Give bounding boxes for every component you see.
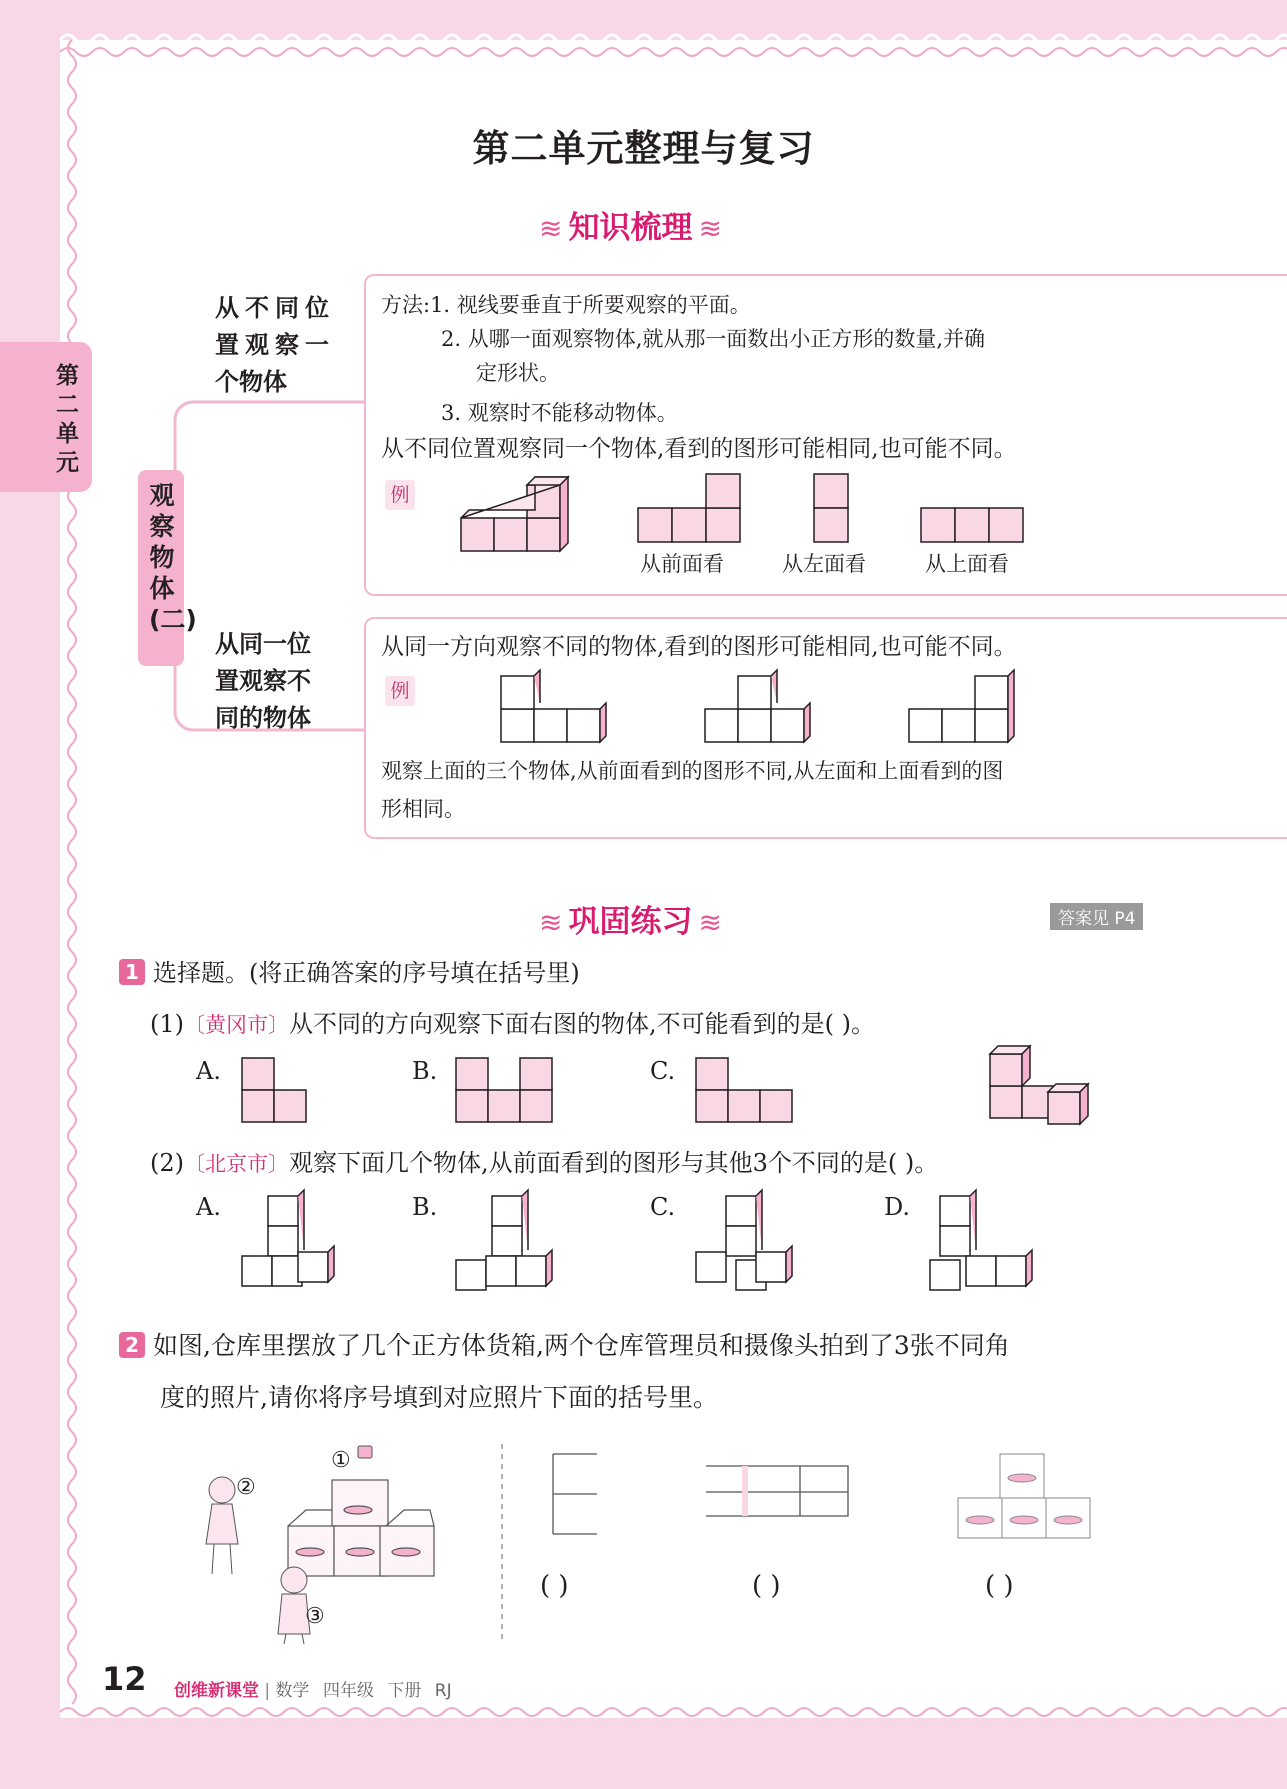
branch2-line: 从同一位 (215, 630, 311, 658)
q1-number: 1 (119, 959, 145, 985)
branch1-summary: 从不同位置观察同一个物体,看到的图形可能相同,也可能不同。 (381, 436, 1017, 462)
method-line-2: 2. 从哪一面观察物体,就从那一面数出小正方形的数量,并确 (441, 327, 986, 351)
photo3-blank[interactable]: ( ) (985, 1571, 1014, 1601)
answer-reference: 答案见 P4 (1050, 903, 1143, 930)
q1-sub1-text: 从不同的方向观察下面右图的物体,不可能看到的是( )。 (289, 1010, 875, 1038)
example-badge-2: 例 (385, 676, 415, 706)
side-tab-label: 第二单元 (56, 363, 79, 476)
branch2-line: 同的物体 (215, 704, 311, 732)
branch2-summary: 从同一方向观察不同的物体,看到的图形可能相同,也可能不同。 (381, 634, 1017, 660)
photo1-blank[interactable]: ( ) (540, 1571, 569, 1601)
q1-sub2-option-a[interactable]: A. (196, 1193, 221, 1221)
view-left-caption: 从左面看 (782, 552, 866, 576)
method-line-3: 3. 观察时不能移动物体。 (441, 401, 678, 425)
q1-sub2-prefix: (2) (150, 1149, 184, 1177)
wave-deco-right: ≋ (698, 212, 722, 245)
q1-title-text: 选择题。(将正确答案的序号填在括号里) (153, 959, 580, 987)
marker-3: ③ (305, 1604, 325, 1629)
wave-deco-left: ≋ (539, 906, 563, 939)
footer-line: 创维新课堂 | 数学 四年级 下册 RJ (174, 1681, 452, 1701)
knowledge-heading-text: 知识梳理 (568, 210, 693, 246)
q1-sub2-tag: 〔北京市〕 (184, 1152, 289, 1176)
q1-sub1-prefix: (1) (150, 1010, 184, 1038)
q2-line-2: 度的照片,请你将序号填到对应照片下面的括号里。 (160, 1383, 718, 1412)
q1-sub1-tag: 〔黄冈市〕 (184, 1013, 289, 1037)
footer-volume: 下册 (387, 1681, 422, 1701)
wave-deco-left: ≋ (539, 212, 563, 245)
footer-subject: 数学 (275, 1681, 310, 1701)
method-line-2b: 定形状。 (476, 361, 560, 385)
q1-sub2-option-c[interactable]: C. (650, 1193, 676, 1221)
q1-sub1-option-a[interactable]: A. (196, 1057, 221, 1085)
q1-sub2-text: 观察下面几个物体,从前面看到的图形与其他3个不同的是( )。 (289, 1149, 939, 1177)
q2-line-1-text: 如图,仓库里摆放了几个正方体货箱,两个仓库管理员和摄像头拍到了3张不同角 (153, 1331, 1010, 1360)
view-front-caption: 从前面看 (640, 552, 724, 576)
branch2-line: 置观察不 (215, 667, 311, 695)
page-title: 第二单元整理与复习 (472, 127, 815, 170)
photo2-blank[interactable]: ( ) (752, 1571, 781, 1601)
marker-1: ① (331, 1448, 351, 1473)
q1-sub2-option-d[interactable]: D. (884, 1193, 911, 1221)
wave-deco-right: ≋ (698, 906, 722, 939)
q1-sub2-option-b[interactable]: B. (412, 1193, 438, 1221)
q1-sub1-option-c[interactable]: C. (650, 1057, 676, 1085)
q1-sub1-option-b[interactable]: B. (412, 1057, 438, 1085)
branch1-line: 个物体 (215, 368, 287, 396)
footer-grade: 四年级 (322, 1681, 374, 1701)
footer-series: 创维新课堂 (174, 1681, 259, 1701)
center-node-label: 观察物体(二) (149, 481, 197, 634)
view-top-caption: 从上面看 (925, 552, 1009, 576)
branch2-conclusion-1: 观察上面的三个物体,从前面看到的图形不同,从左面和上面看到的图 (381, 759, 1004, 783)
practice-heading-text: 巩固练习 (568, 904, 693, 940)
branch1-line: 置观察一 (215, 331, 335, 359)
marker-2: ② (236, 1475, 256, 1500)
method-line-1: 方法:1. 视线要垂直于所要观察的平面。 (381, 293, 751, 317)
branch1-line: 从不同位 (215, 294, 335, 322)
footer-edition: RJ (434, 1681, 452, 1701)
example-badge: 例 (385, 480, 415, 510)
branch2-conclusion-2: 形相同。 (381, 797, 465, 821)
page-number: 12 (102, 1660, 147, 1698)
q2-number: 2 (119, 1332, 145, 1358)
